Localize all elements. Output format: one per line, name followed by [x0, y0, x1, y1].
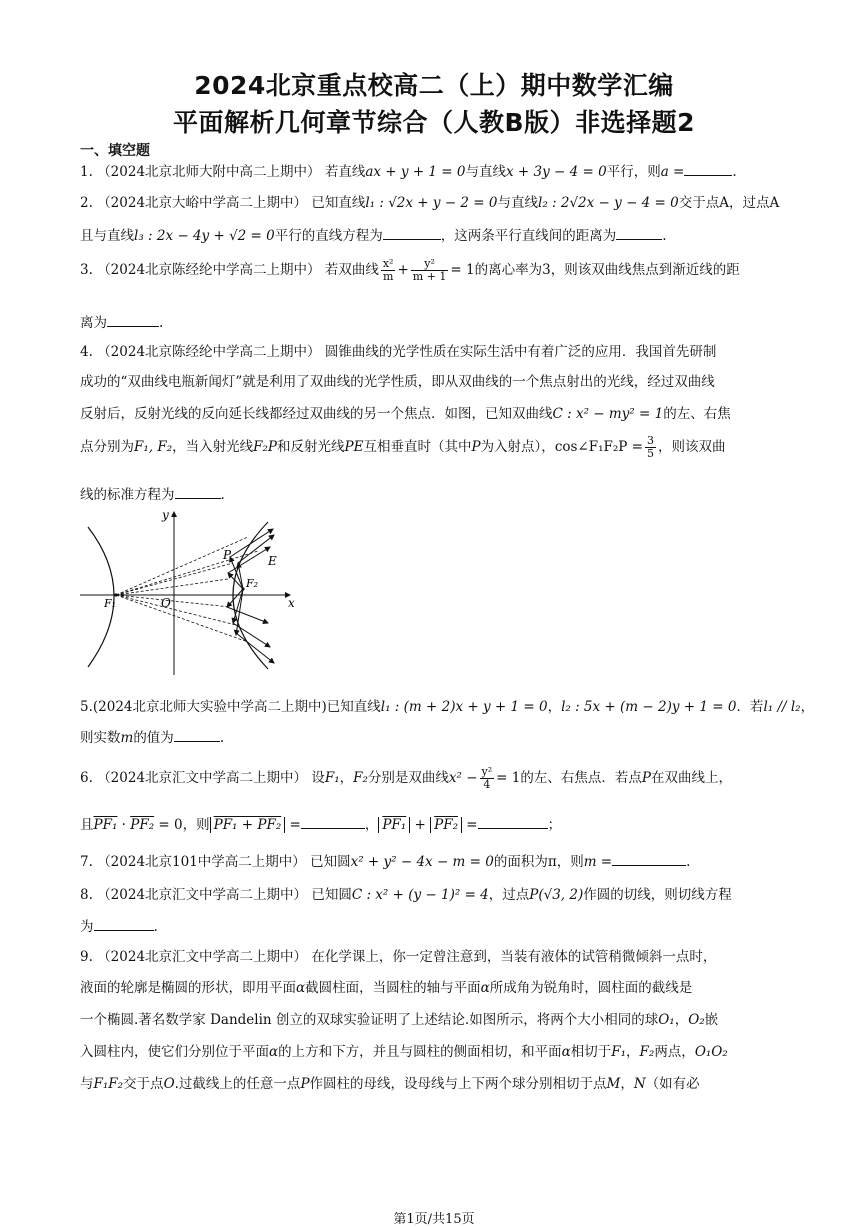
- question-text: 圆锥曲线的光学性质在实际生活中有着广泛的应用．我国首先研制: [324, 344, 717, 360]
- math-symbol: α: [480, 980, 490, 996]
- math-expression: PE: [344, 439, 364, 455]
- question-4: [80, 340, 716, 360]
- question-source: （2024北京101中学高二上期中）: [97, 854, 306, 870]
- question-text: 反射后，反射光线的反向延长线都经过双曲线的另一个焦点．如图，已知双曲线: [80, 406, 553, 422]
- question-text: 截圆柱面，当圆柱的轴与平面: [305, 980, 481, 996]
- question-text: 且与直线: [80, 228, 134, 244]
- question-text: 入圆柱内，使它们分别位于平面: [80, 1044, 269, 1060]
- math-expression: P: [471, 439, 481, 455]
- fraction: $\frac{\text{y²}}{m + 1}$: [412, 257, 447, 283]
- vector-sum-magnitude: PF₁ + PF₂: [210, 817, 286, 833]
- math-expression: O₁: [658, 1012, 675, 1028]
- question-text: 若双曲线: [324, 262, 379, 278]
- vector-pf2: PF₂: [130, 817, 155, 833]
- math-expression: x² + y² − 4x − m = 0: [350, 854, 494, 870]
- question-1: [80, 160, 737, 180]
- math-operator: +: [410, 817, 431, 833]
- question-text: ，: [620, 1076, 634, 1092]
- math-expression: =: [285, 817, 301, 833]
- question-text: 线的标准方程为: [80, 487, 175, 503]
- question-5: [80, 695, 814, 715]
- question-text: 且: [80, 817, 94, 833]
- answer-blank[interactable]: [684, 163, 732, 176]
- question-text: .过截线上的任意一点: [174, 1076, 301, 1092]
- question-text: 离为: [80, 315, 107, 331]
- punctuation: .: [686, 854, 691, 870]
- reflection-rays: [227, 529, 274, 663]
- question-2-line2: [80, 224, 667, 244]
- question-9-line4: [80, 1040, 728, 1060]
- punctuation: .: [159, 315, 164, 331]
- question-text: ，: [364, 817, 379, 833]
- math-expression: a =: [660, 164, 685, 180]
- question-6: [80, 766, 732, 791]
- question-source: (2024北京北师大实验中学高二上期中): [92, 699, 327, 715]
- question-text: 液面的轮廓是椭圆的形状，即用平面: [80, 980, 296, 996]
- answer-blank[interactable]: [94, 918, 154, 931]
- math-expression: F₂P: [253, 439, 278, 455]
- answer-blank[interactable]: [301, 816, 365, 829]
- document-title-line1: 2024北京重点校高二（上）期中数学汇编: [194, 71, 674, 100]
- question-text: 与直线: [497, 195, 538, 211]
- math-expression: O₂: [688, 1012, 705, 1028]
- answer-blank[interactable]: [174, 729, 220, 742]
- question-text: （如有必: [645, 1076, 700, 1092]
- question-3-line2: [80, 311, 163, 331]
- question-text: ，: [626, 1044, 640, 1060]
- question-text: 的值为: [133, 730, 174, 746]
- answer-blank[interactable]: [383, 227, 441, 240]
- question-text: 的上方和下方，并且与圆柱的侧面相切，和平面: [278, 1044, 562, 1060]
- question-5-line2: [80, 726, 224, 746]
- focus-f2-label: F₂: [246, 577, 259, 590]
- y-axis-label: y: [162, 508, 169, 522]
- question-text: 若直线: [324, 164, 366, 180]
- question-text: 平行的直线方程为: [274, 228, 383, 244]
- question-9-line5: [80, 1072, 700, 1092]
- math-expression: = 1: [450, 262, 475, 278]
- math-expression: l₁ : (m + 2)x + y + 1 = 0: [380, 699, 548, 715]
- punctuation: .: [153, 919, 158, 935]
- math-expression: m: [120, 730, 134, 746]
- hyperbola-figure: [78, 507, 303, 677]
- x-axis-label: x: [288, 596, 295, 610]
- question-text: 则实数: [80, 730, 121, 746]
- question-text: 的左、右焦: [663, 406, 731, 422]
- question-text: 交于点: [123, 1076, 164, 1092]
- question-number: 8.: [80, 887, 93, 903]
- math-operator: ·: [117, 817, 131, 833]
- question-text: ．若: [736, 699, 764, 715]
- math-expression: l₃ : 2x − 4y + √2 = 0: [134, 228, 275, 244]
- question-source: （2024北京陈经纶中学高二上期中）: [97, 344, 321, 360]
- question-4-line5: [80, 483, 225, 503]
- math-expression: m =: [583, 854, 613, 870]
- fraction: $\frac{3}{5}$: [646, 434, 654, 460]
- answer-blank[interactable]: [612, 853, 686, 866]
- question-text: 的左、右焦点．若点: [520, 770, 642, 786]
- question-number: 5.: [80, 699, 93, 715]
- question-text: 在化学课上，你一定曾注意到，当装有液体的试管稍微倾斜一点时，: [311, 949, 717, 965]
- punctuation: .: [732, 164, 737, 180]
- question-text: 相切于: [570, 1044, 612, 1060]
- point-e-label: E: [268, 554, 277, 568]
- question-9-line3: [80, 1008, 718, 1028]
- question-text: 设: [311, 770, 325, 786]
- math-expression: O₁O₂: [694, 1044, 728, 1060]
- answer-blank[interactable]: [616, 227, 662, 240]
- question-3: 3. （2024北京陈经纶中学高二上期中） 若双曲线 $\frac{\text{x²}}{m}$ + $\frac{\text{y²}}{m + 1}$ = 1的离心率为3，则该双曲线焦点到渐近线的距: [80, 257, 740, 283]
- fraction: $\frac{\text{y²}}{4}$: [481, 765, 493, 791]
- math-expression: cos∠F₁F₂P =: [554, 439, 643, 455]
- question-text: 嵌: [704, 1012, 719, 1028]
- question-source: （2024北京汇文中学高二上期中）: [97, 770, 308, 786]
- math-symbol: α: [296, 980, 306, 996]
- vector-magnitude: PF₂: [430, 817, 462, 833]
- math-expression: C : x² + (y − 1)² = 4: [351, 887, 489, 903]
- question-number: 6.: [80, 770, 93, 786]
- question-source: （2024北京北师大附中高二上期中）: [97, 164, 321, 180]
- question-text: 与直线: [465, 164, 506, 180]
- math-expression: l₁ : √2x + y − 2 = 0: [365, 195, 498, 211]
- question-text: ，当入射光线: [172, 439, 254, 455]
- question-source: （2024北京陈经纶中学高二上期中）: [97, 262, 321, 278]
- question-number: 2.: [80, 195, 93, 211]
- question-text: 平行，则: [606, 164, 661, 180]
- question-9-line2: [80, 976, 692, 996]
- question-text: 交于点A，过点A: [678, 195, 780, 211]
- question-text: 互相垂直时（其中: [363, 439, 472, 455]
- question-text: ，: [547, 699, 562, 715]
- question-number: 9.: [80, 949, 93, 965]
- math-expression: F₂: [639, 1044, 655, 1060]
- question-4-line3: [80, 402, 731, 422]
- question-9: [80, 945, 716, 965]
- question-text: ，则该双曲: [657, 439, 726, 455]
- punctuation: .: [219, 730, 225, 746]
- math-expression: F₁F₂: [93, 1076, 124, 1092]
- question-text: 作圆柱的母线，设母线与上下两个球分别相切于点: [309, 1076, 607, 1092]
- math-expression: x + 3y − 4 = 0: [506, 164, 607, 180]
- vector-magnitude: PF₁: [378, 817, 410, 833]
- question-6-line2: [80, 813, 561, 833]
- question-text: 的离心率为3，则该双曲线焦点到渐近线的距: [474, 262, 740, 278]
- math-expression: l₂ : 5x + (m − 2)y + 1 = 0: [561, 699, 737, 715]
- math-expression: P: [641, 770, 651, 786]
- math-symbol: α: [269, 1044, 279, 1060]
- question-text: ，则: [556, 854, 584, 870]
- math-expression: = 0: [154, 817, 183, 833]
- point-p-label: P: [223, 548, 232, 562]
- question-source: （2024北京汇文中学高二上期中）: [97, 949, 308, 965]
- question-8: [80, 883, 732, 903]
- math-expression: P: [300, 1076, 310, 1092]
- question-7: [80, 850, 690, 870]
- page-footer: 第1页/共15页: [393, 1212, 475, 1227]
- document-title-line2: 平面解析几何章节综合（人教B版）非选择题2: [173, 108, 695, 137]
- math-expression: N: [633, 1076, 646, 1092]
- question-text: 为入射点），: [480, 439, 555, 455]
- answer-blank[interactable]: [478, 816, 548, 829]
- origin-label: O: [161, 596, 171, 610]
- question-text: 已知圆: [310, 854, 351, 870]
- question-text: 的面积为: [493, 854, 548, 870]
- question-text: 已知直线: [326, 699, 381, 715]
- answer-blank[interactable]: [107, 314, 159, 327]
- question-text: 在双曲线上，: [650, 770, 732, 786]
- punctuation: .: [662, 228, 667, 244]
- question-text: 作圆的切线，则切线方程: [583, 887, 732, 903]
- math-expression: ax + y + 1 = 0: [365, 164, 466, 180]
- question-text: ，这两条平行直线间的距离为: [440, 228, 617, 244]
- math-expression: F₁, F₂: [134, 439, 173, 455]
- math-expression: π: [547, 854, 557, 870]
- question-text: ，: [800, 699, 815, 715]
- question-text: 两点，: [654, 1044, 695, 1060]
- question-8-line2: [80, 915, 158, 935]
- question-number: 4.: [80, 344, 93, 360]
- question-text: ，: [674, 1012, 689, 1028]
- focus-f1-label: F₁: [104, 597, 117, 610]
- question-text: 与: [80, 1076, 94, 1092]
- math-expression: M: [606, 1076, 621, 1092]
- question-text: ，则: [182, 817, 210, 833]
- fraction: $\frac{\text{x²}}{m}$: [382, 257, 394, 283]
- math-expression: x² −: [448, 770, 478, 786]
- question-text: 已知圆: [311, 887, 352, 903]
- question-number: 1.: [80, 164, 93, 180]
- vector-pf1: PF₁: [93, 817, 118, 833]
- question-text: ，: [339, 770, 354, 786]
- question-number: 3.: [80, 262, 93, 278]
- question-source: （2024北京大峪中学高二上期中）: [97, 195, 308, 211]
- question-text: 为: [80, 919, 94, 935]
- math-expression: O: [163, 1076, 175, 1092]
- question-text: 点分别为: [80, 439, 134, 455]
- math-symbol: α: [561, 1044, 571, 1060]
- question-source: （2024北京汇文中学高二上期中）: [97, 887, 308, 903]
- math-expression: P(√3, 2): [529, 887, 584, 903]
- question-text: 已知直线: [311, 195, 366, 211]
- punctuation: ；: [547, 817, 562, 833]
- question-text: 和反射光线: [277, 439, 345, 455]
- math-expression: F₂: [353, 770, 368, 786]
- math-expression: = 1: [496, 770, 521, 786]
- math-expression: C : x² − my² = 1: [552, 406, 664, 422]
- question-number: 7.: [80, 854, 93, 870]
- question-text: 分别是双曲线: [367, 770, 449, 786]
- question-4-line2: 成功的“双曲线电瓶新闻灯”就是利用了双曲线的光学性质，即从双曲线的一个焦点射出的光线，经过双曲线: [80, 374, 715, 390]
- math-expression: F₁: [611, 1044, 627, 1060]
- answer-blank[interactable]: [175, 486, 221, 499]
- focus-f2-point: [241, 587, 244, 590]
- math-expression: =: [462, 817, 478, 833]
- question-text: ，过点: [488, 887, 530, 903]
- question-2: [80, 191, 779, 211]
- math-expression: l₂ : 2√2x − y − 4 = 0: [538, 195, 679, 211]
- question-text: 所成角为锐角时，圆柱面的截线是: [489, 980, 693, 996]
- math-expression: l₁ // l₂: [763, 699, 801, 715]
- question-text: 一个椭圆.著名数学家 Dandelin 创立的双球实验证明了上述结论.如图所示，将两个大小相同的球: [80, 1012, 659, 1028]
- question-4-line4: [80, 435, 725, 460]
- math-expression: F₁: [324, 770, 340, 786]
- punctuation: .: [220, 487, 225, 503]
- section-title: 一、填空题: [80, 143, 150, 159]
